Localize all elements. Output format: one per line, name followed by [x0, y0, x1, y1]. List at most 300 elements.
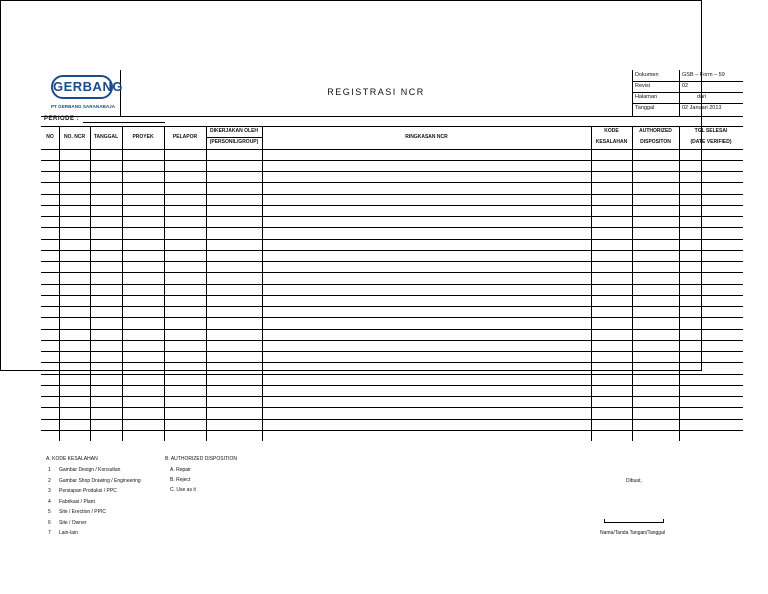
logo-text: GERBANG	[53, 79, 123, 94]
table-cell[interactable]	[591, 171, 632, 182]
col-header-tanggal: TANGGAL	[93, 134, 119, 140]
table-cell[interactable]	[90, 396, 122, 407]
table-cell[interactable]	[632, 295, 679, 306]
table-cell[interactable]	[90, 407, 122, 418]
table-cell[interactable]	[262, 396, 591, 407]
col-header-pelapor: PELAPOR	[172, 134, 198, 140]
table-cell[interactable]	[679, 362, 743, 373]
table-cell[interactable]	[41, 250, 59, 261]
table-cell[interactable]	[206, 194, 262, 205]
table-cell[interactable]	[164, 171, 206, 182]
table-cell[interactable]	[41, 317, 59, 328]
table-cell[interactable]	[591, 340, 632, 351]
table-cell[interactable]	[632, 385, 679, 396]
table-cell[interactable]	[591, 182, 632, 193]
table-cell[interactable]	[41, 374, 59, 385]
table-cell[interactable]	[679, 227, 743, 238]
table-cell[interactable]	[591, 407, 632, 418]
table-cell[interactable]	[41, 205, 59, 216]
table-cell[interactable]	[206, 250, 262, 261]
table-cell[interactable]	[90, 149, 122, 160]
table-cell[interactable]	[591, 149, 632, 160]
table-cell[interactable]	[90, 374, 122, 385]
table-cell[interactable]	[591, 216, 632, 227]
table-cell[interactable]	[591, 205, 632, 216]
table-cell[interactable]	[591, 385, 632, 396]
meta-label-halaman: Halaman	[635, 94, 658, 100]
table-cell[interactable]	[206, 160, 262, 171]
table-cell[interactable]	[41, 227, 59, 238]
table-cell[interactable]	[262, 329, 591, 340]
meta-divider-mid	[679, 70, 680, 116]
table-cell[interactable]	[262, 306, 591, 317]
table-cell[interactable]	[262, 216, 591, 227]
table-cell[interactable]	[206, 272, 262, 283]
table-cell[interactable]	[90, 430, 122, 441]
table-cell[interactable]	[164, 317, 206, 328]
col-header-proyek: PROYEK	[132, 134, 154, 140]
col-header-date-verified: (DATE VERIFIED)	[690, 139, 732, 145]
table-cell[interactable]	[632, 306, 679, 317]
table-cell[interactable]	[122, 329, 164, 340]
table-cell[interactable]	[632, 250, 679, 261]
table-cell[interactable]	[59, 374, 90, 385]
table-cell[interactable]	[59, 306, 90, 317]
table-cell[interactable]	[679, 149, 743, 160]
table-cell[interactable]	[164, 396, 206, 407]
table-cell[interactable]	[90, 306, 122, 317]
table-cell[interactable]	[591, 160, 632, 171]
table-cell[interactable]	[122, 194, 164, 205]
table-cell[interactable]	[59, 250, 90, 261]
table-cell[interactable]	[59, 419, 90, 430]
legend-b-item-repair: A. Repair	[170, 467, 191, 473]
table-cell[interactable]	[164, 340, 206, 351]
table-cell[interactable]	[41, 171, 59, 182]
table-cell[interactable]	[59, 160, 90, 171]
table-cell[interactable]	[206, 385, 262, 396]
table-cell[interactable]	[122, 182, 164, 193]
table-cell[interactable]	[679, 284, 743, 295]
table-cell[interactable]	[591, 239, 632, 250]
table-cell[interactable]	[206, 362, 262, 373]
table-cell[interactable]	[632, 182, 679, 193]
table-cell[interactable]	[591, 374, 632, 385]
table-cell[interactable]	[632, 194, 679, 205]
table-cell[interactable]	[206, 205, 262, 216]
table-cell[interactable]	[632, 362, 679, 373]
table-cell[interactable]	[679, 374, 743, 385]
table-cell[interactable]	[41, 272, 59, 283]
table-cell[interactable]	[591, 351, 632, 362]
table-cell[interactable]	[164, 351, 206, 362]
table-cell[interactable]	[90, 317, 122, 328]
company-logo	[51, 75, 123, 99]
table-cell[interactable]	[206, 374, 262, 385]
col-header-kesalahan: KESALAHAN	[595, 139, 628, 145]
col-header-no-ncr: NO. NCR	[63, 134, 86, 140]
table-cell[interactable]	[90, 227, 122, 238]
table-cell[interactable]	[164, 182, 206, 193]
table-cell[interactable]	[122, 430, 164, 441]
table-cell[interactable]	[41, 329, 59, 340]
table-cell[interactable]	[164, 149, 206, 160]
table-cell[interactable]	[632, 407, 679, 418]
table-cell[interactable]	[591, 227, 632, 238]
table-cell[interactable]	[90, 272, 122, 283]
table-cell[interactable]	[122, 284, 164, 295]
table-cell[interactable]	[164, 250, 206, 261]
table-cell[interactable]	[164, 295, 206, 306]
table-cell[interactable]	[59, 351, 90, 362]
table-cell[interactable]	[122, 340, 164, 351]
table-cell[interactable]	[59, 261, 90, 272]
table-cell[interactable]	[206, 419, 262, 430]
table-cell[interactable]	[679, 340, 743, 351]
table-cell[interactable]	[59, 227, 90, 238]
meta-row-line-1	[632, 81, 743, 82]
table-cell[interactable]	[206, 284, 262, 295]
table-cell[interactable]	[632, 396, 679, 407]
table-cell[interactable]	[59, 317, 90, 328]
signature-caption: Nama/Tanda Tangan/Tanggal	[600, 530, 665, 536]
table-cell[interactable]	[206, 171, 262, 182]
table-cell[interactable]	[679, 160, 743, 171]
table-cell[interactable]	[90, 194, 122, 205]
dikerjakan-sub-line	[206, 137, 262, 138]
table-cell[interactable]	[262, 227, 591, 238]
table-cell[interactable]	[262, 419, 591, 430]
table-cell[interactable]	[262, 340, 591, 351]
table-cell[interactable]	[164, 329, 206, 340]
table-cell[interactable]	[122, 407, 164, 418]
table-cell[interactable]	[41, 160, 59, 171]
table-cell[interactable]	[206, 239, 262, 250]
table-cell[interactable]	[206, 396, 262, 407]
table-cell[interactable]	[206, 351, 262, 362]
table-cell[interactable]	[164, 419, 206, 430]
meta-row-line-3	[632, 103, 743, 104]
table-cell[interactable]	[90, 160, 122, 171]
table-cell[interactable]	[679, 351, 743, 362]
table-cell[interactable]	[262, 205, 591, 216]
table-cell[interactable]	[164, 205, 206, 216]
table-cell[interactable]	[679, 306, 743, 317]
table-cell[interactable]	[679, 407, 743, 418]
table-cell[interactable]	[59, 329, 90, 340]
table-cell[interactable]	[122, 160, 164, 171]
table-cell[interactable]	[632, 227, 679, 238]
table-cell[interactable]	[59, 149, 90, 160]
table-cell[interactable]	[632, 171, 679, 182]
table-cell[interactable]	[632, 419, 679, 430]
table-cell[interactable]	[632, 317, 679, 328]
table-cell[interactable]	[122, 227, 164, 238]
table-cell[interactable]	[679, 329, 743, 340]
table-cell[interactable]	[164, 216, 206, 227]
table-cell[interactable]	[206, 261, 262, 272]
table-cell[interactable]	[90, 261, 122, 272]
table-cell[interactable]	[679, 430, 743, 441]
table-cell[interactable]	[41, 306, 59, 317]
legend-a-title: A. KODE KESALAHAN	[46, 456, 98, 462]
table-cell[interactable]	[164, 385, 206, 396]
table-cell[interactable]	[632, 205, 679, 216]
table-cell[interactable]	[262, 317, 591, 328]
table-cell[interactable]	[262, 160, 591, 171]
signature-line[interactable]	[604, 519, 664, 523]
table-cell[interactable]	[206, 306, 262, 317]
table-cell[interactable]	[59, 396, 90, 407]
table-cell[interactable]	[122, 261, 164, 272]
table-cell[interactable]	[262, 362, 591, 373]
table-cell[interactable]	[632, 261, 679, 272]
table-cell[interactable]	[206, 149, 262, 160]
table-cell[interactable]	[122, 385, 164, 396]
table-cell[interactable]	[41, 295, 59, 306]
table-cell[interactable]	[41, 430, 59, 441]
table-cell[interactable]	[679, 317, 743, 328]
header-bottom-line	[41, 116, 743, 117]
table-cell[interactable]	[122, 171, 164, 182]
table-cell[interactable]	[122, 250, 164, 261]
table-cell[interactable]	[591, 329, 632, 340]
meta-label-tanggal: Tanggal	[635, 105, 655, 111]
table-cell[interactable]	[262, 250, 591, 261]
table-cell[interactable]	[591, 317, 632, 328]
table-cell[interactable]	[679, 239, 743, 250]
page-title: REGISTRASI NCR	[327, 87, 425, 97]
table-cell[interactable]	[632, 430, 679, 441]
table-cell[interactable]	[59, 171, 90, 182]
legend-a-item-number: 2	[48, 477, 51, 484]
table-cell[interactable]	[262, 351, 591, 362]
table-cell[interactable]	[164, 374, 206, 385]
table-cell[interactable]	[591, 284, 632, 295]
table-cell[interactable]	[591, 250, 632, 261]
table-cell[interactable]	[206, 329, 262, 340]
legend-a-item-number: 5	[48, 509, 51, 515]
table-cell[interactable]	[41, 284, 59, 295]
table-cell[interactable]	[59, 284, 90, 295]
legend-a-item-text: Lain-lain	[59, 530, 78, 536]
table-cell[interactable]	[632, 239, 679, 250]
table-cell[interactable]	[164, 194, 206, 205]
meta-value-tanggal: 02 Januari 2013	[682, 105, 722, 111]
table-cell[interactable]	[632, 272, 679, 283]
table-cell[interactable]	[206, 216, 262, 227]
legend-a-item-number: 7	[48, 530, 51, 536]
table-cell[interactable]	[679, 396, 743, 407]
table-cell[interactable]	[262, 194, 591, 205]
table-cell[interactable]	[59, 216, 90, 227]
table-cell[interactable]	[122, 306, 164, 317]
table-cell[interactable]	[90, 205, 122, 216]
table-cell[interactable]	[591, 295, 632, 306]
legend-a-item-number: 6	[48, 519, 51, 526]
table-cell[interactable]	[679, 171, 743, 182]
table-cell[interactable]	[59, 239, 90, 250]
table-cell[interactable]	[632, 374, 679, 385]
table-cell[interactable]	[632, 351, 679, 362]
table-cell[interactable]	[164, 272, 206, 283]
table-cell[interactable]	[679, 272, 743, 283]
table-cell[interactable]	[164, 362, 206, 373]
periode-field[interactable]	[83, 122, 165, 123]
table-cell[interactable]	[591, 396, 632, 407]
meta-value-halaman: dari	[697, 94, 707, 100]
table-cell[interactable]	[90, 329, 122, 340]
table-cell[interactable]	[206, 227, 262, 238]
table-cell[interactable]	[41, 216, 59, 227]
table-cell[interactable]	[262, 171, 591, 182]
table-cell[interactable]	[122, 419, 164, 430]
table-cell[interactable]	[679, 295, 743, 306]
table-cell[interactable]	[262, 272, 591, 283]
table-cell[interactable]	[632, 216, 679, 227]
col-header-ringkasan: RINGKASAN NCR	[405, 134, 448, 140]
legend-a-item-text: Persiapan Produksi / PPC	[59, 488, 117, 494]
table-cell[interactable]	[41, 340, 59, 351]
table-cell[interactable]	[164, 306, 206, 317]
table-cell[interactable]	[206, 317, 262, 328]
legend-b-title: B. AUTHORIZED DISPOSITION	[165, 456, 237, 462]
table-cell[interactable]	[206, 430, 262, 441]
table-cell[interactable]	[90, 385, 122, 396]
table-cell[interactable]	[632, 329, 679, 340]
table-cell[interactable]	[41, 182, 59, 193]
table-cell[interactable]	[90, 171, 122, 182]
table-cell[interactable]	[262, 182, 591, 193]
table-cell[interactable]	[122, 362, 164, 373]
table-cell[interactable]	[41, 362, 59, 373]
table-cell[interactable]	[41, 239, 59, 250]
table-cell[interactable]	[164, 227, 206, 238]
table-cell[interactable]	[591, 430, 632, 441]
table-cell[interactable]	[591, 419, 632, 430]
table-cell[interactable]	[206, 340, 262, 351]
legend-a-item-number: 4	[48, 498, 51, 505]
table-cell[interactable]	[679, 205, 743, 216]
table-cell[interactable]	[90, 284, 122, 295]
table-cell[interactable]	[632, 284, 679, 295]
table-cell[interactable]	[164, 430, 206, 441]
table-cell[interactable]	[262, 407, 591, 418]
table-cell[interactable]	[59, 407, 90, 418]
table-cell[interactable]	[164, 284, 206, 295]
table-cell[interactable]	[164, 261, 206, 272]
table-cell[interactable]	[59, 362, 90, 373]
table-cell[interactable]	[41, 261, 59, 272]
legend-a-item-number: 3	[48, 488, 51, 494]
table-cell[interactable]	[122, 216, 164, 227]
table-cell[interactable]	[679, 250, 743, 261]
table-cell[interactable]	[90, 295, 122, 306]
periode-label: PERIODE :	[44, 116, 80, 122]
table-cell[interactable]	[632, 149, 679, 160]
table-cell[interactable]	[679, 419, 743, 430]
table-cell[interactable]	[41, 194, 59, 205]
table-cell[interactable]	[59, 430, 90, 441]
col-header-kode: KODE	[604, 128, 619, 134]
table-cell[interactable]	[679, 385, 743, 396]
table-cell[interactable]	[59, 385, 90, 396]
table-cell[interactable]	[591, 362, 632, 373]
legend-a-item-text: Gambar Design / Konsultan	[59, 467, 121, 473]
table-cell[interactable]	[122, 239, 164, 250]
table-cell[interactable]	[122, 149, 164, 160]
table-cell[interactable]	[262, 295, 591, 306]
table-cell[interactable]	[632, 340, 679, 351]
table-cell[interactable]	[41, 149, 59, 160]
table-cell[interactable]	[122, 317, 164, 328]
table-cell[interactable]	[679, 216, 743, 227]
table-cell[interactable]	[206, 295, 262, 306]
table-cell[interactable]	[591, 272, 632, 283]
table-cell[interactable]	[90, 239, 122, 250]
table-cell[interactable]	[164, 407, 206, 418]
table-cell[interactable]	[206, 407, 262, 418]
table-cell[interactable]	[122, 295, 164, 306]
legend-a-item-text: Gambar Shop Drawing / Engineering	[59, 477, 141, 484]
table-cell[interactable]	[262, 284, 591, 295]
table-cell[interactable]	[679, 261, 743, 272]
table-cell[interactable]	[262, 261, 591, 272]
table-cell[interactable]	[59, 295, 90, 306]
table-cell[interactable]	[90, 216, 122, 227]
table-cell[interactable]	[164, 160, 206, 171]
col-header-authorized: AUTHORIZED	[639, 128, 672, 134]
table-cell[interactable]	[591, 306, 632, 317]
table-cell[interactable]	[262, 149, 591, 160]
table-cell[interactable]	[41, 396, 59, 407]
table-cell[interactable]	[206, 182, 262, 193]
table-cell[interactable]	[90, 250, 122, 261]
table-cell[interactable]	[59, 205, 90, 216]
table-cell[interactable]	[59, 272, 90, 283]
table-cell[interactable]	[90, 362, 122, 373]
table-cell[interactable]	[90, 340, 122, 351]
table-cell[interactable]	[59, 340, 90, 351]
table-cell[interactable]	[122, 351, 164, 362]
table-cell[interactable]	[122, 205, 164, 216]
table-cell[interactable]	[591, 261, 632, 272]
table-cell[interactable]	[122, 396, 164, 407]
table-cell[interactable]	[41, 385, 59, 396]
table-cell[interactable]	[59, 182, 90, 193]
table-cell[interactable]	[59, 194, 90, 205]
table-cell[interactable]	[262, 374, 591, 385]
table-cell[interactable]	[90, 351, 122, 362]
col-header-dispositon: DISPOSITON	[640, 139, 671, 145]
table-cell[interactable]	[41, 351, 59, 362]
table-cell[interactable]	[90, 182, 122, 193]
table-cell[interactable]	[262, 385, 591, 396]
signature-dibuat: Dibuat,	[626, 478, 642, 484]
table-cell[interactable]	[122, 374, 164, 385]
table-cell[interactable]	[262, 430, 591, 441]
table-cell[interactable]	[591, 194, 632, 205]
table-cell[interactable]	[90, 419, 122, 430]
table-cell[interactable]	[122, 272, 164, 283]
table-cell[interactable]	[262, 239, 591, 250]
table-cell[interactable]	[164, 239, 206, 250]
table-cell[interactable]	[679, 194, 743, 205]
table-cell[interactable]	[679, 182, 743, 193]
table-cell[interactable]	[41, 407, 59, 418]
table-cell[interactable]	[632, 160, 679, 171]
table-cell[interactable]	[41, 419, 59, 430]
